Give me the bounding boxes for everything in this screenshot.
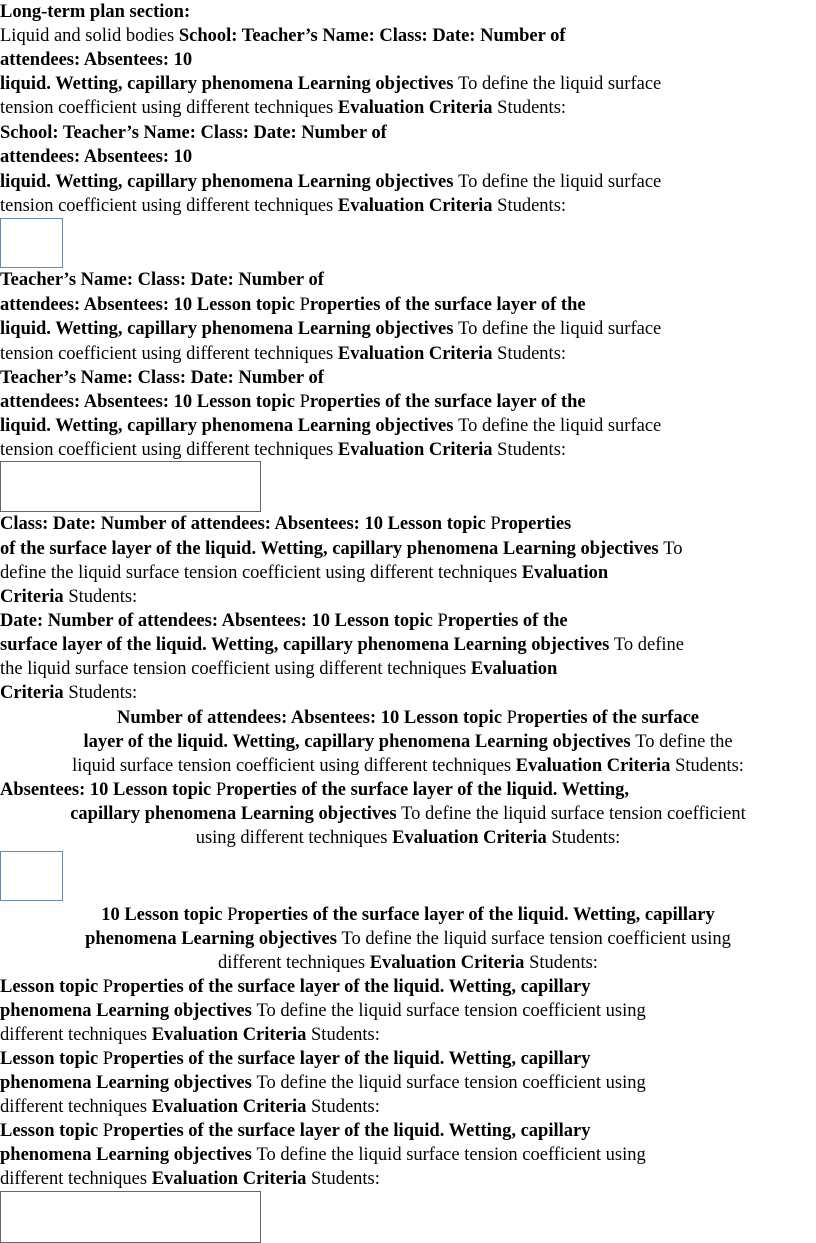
text-run: To define the liquid surface — [458, 319, 662, 339]
text-run: roperties — [500, 514, 572, 534]
text-run: Students: — [497, 440, 567, 460]
text-run: tension coefficient using different techniques — [0, 344, 338, 364]
text-line — [0, 48, 816, 72]
text-run: P — [299, 392, 310, 412]
text-run: P — [299, 295, 310, 315]
text-line — [0, 951, 816, 975]
text-run: Criteria — [0, 683, 69, 703]
text-run: To define the liquid surface tension coefficient using — [256, 1073, 646, 1093]
text-run: Lesson topic — [0, 1049, 103, 1069]
text-run: using different techniques — [195, 828, 393, 848]
text-run: To define the liquid surface tension coefficient using — [256, 1145, 646, 1165]
text-run: Evaluation Criteria — [337, 440, 498, 460]
empty-image-frame — [0, 1191, 261, 1243]
text-line — [0, 657, 816, 681]
text-line — [0, 706, 816, 730]
text-run: Date: Number of attendees: Absentees: 10 Lesson topic — [0, 611, 438, 631]
text-run: of the surface layer of the liquid. Wetting, capillary phenomena Learning objectives — [0, 539, 664, 559]
text-run: Students: — [497, 98, 567, 118]
text-run: phenomena Learning objectives — [0, 1073, 257, 1093]
text-run: Evaluation Criteria — [337, 344, 498, 364]
text-run: To define the liquid surface tension coefficient using — [341, 929, 731, 949]
text-line — [0, 293, 816, 317]
text-run: tension coefficient using different techniques — [0, 440, 338, 460]
text-run: School: Teacher’s Name: Class: Date: Number of — [0, 123, 387, 143]
text-run: roperties of the surface — [516, 708, 699, 728]
text-line — [0, 585, 816, 609]
text-line — [0, 24, 816, 48]
text-run: Evaluation Criteria — [151, 1097, 312, 1117]
text-line — [0, 778, 816, 802]
text-line — [0, 1071, 816, 1095]
text-run: Evaluation — [521, 563, 609, 583]
text-line — [0, 561, 816, 585]
text-line — [0, 366, 816, 390]
text-line — [0, 390, 816, 414]
text-run: 10 Lesson topic — [101, 905, 228, 925]
text-run: Evaluation Criteria — [392, 828, 552, 848]
text-run: liquid. Wetting, capillary phenomena Learning objectives — [0, 74, 459, 94]
text-line — [0, 96, 816, 120]
text-run: roperties of the surface layer of the — [309, 295, 586, 315]
text-run: School: Teacher’s Name: Class: Date: Number of — [178, 26, 566, 46]
text-line — [0, 438, 816, 462]
text-line — [0, 537, 816, 561]
text-run: To define the liquid surface — [458, 416, 662, 436]
text-run: To define the liquid surface — [458, 172, 662, 192]
text-run: liquid. Wetting, capillary phenomena Learning objectives — [0, 172, 459, 192]
text-run: attendees: Absentees: 10 — [0, 50, 193, 70]
text-run: P — [227, 905, 238, 925]
text-line — [0, 754, 816, 778]
text-run: Students: — [497, 196, 567, 216]
text-run: attendees: Absentees: 10 — [0, 147, 193, 167]
empty-image-frame — [0, 851, 63, 901]
text-run: define the liquid surface tension coefficient using different techniques — [0, 563, 522, 583]
text-line — [0, 268, 816, 292]
text-run: different techniques — [0, 1097, 152, 1117]
text-run: P — [490, 514, 501, 534]
text-run: roperties of the surface layer of the — [309, 392, 586, 412]
text-line — [0, 826, 816, 850]
text-run: different techniques — [0, 1169, 152, 1189]
text-line — [0, 512, 816, 536]
text-run: To define — [613, 635, 685, 655]
text-run: Evaluation Criteria — [337, 196, 498, 216]
text-run: Criteria — [0, 587, 69, 607]
text-run: surface layer of the liquid. Wetting, capillary phenomena Learning objectives — [0, 635, 614, 655]
text-run: P — [102, 1049, 114, 1069]
text-run: To define the liquid surface — [458, 74, 662, 94]
text-run: liquid. Wetting, capillary phenomena Learning objectives — [0, 416, 459, 436]
text-run: P — [215, 780, 227, 800]
text-run: Students: — [311, 1025, 380, 1045]
text-run: P — [102, 977, 114, 997]
text-line — [0, 72, 816, 96]
text-run: Students: — [551, 828, 621, 848]
text-run: different techniques — [218, 953, 370, 973]
text-run: Students: — [529, 953, 598, 973]
text-line — [0, 903, 816, 927]
text-line — [0, 342, 816, 366]
text-run: layer of the liquid. Wetting, capillary phenomena Learning objectives — [83, 732, 636, 752]
text-line — [0, 609, 816, 633]
text-run: P — [506, 708, 517, 728]
text-run: Students: — [311, 1097, 380, 1117]
text-run: Students: — [68, 587, 138, 607]
text-line — [0, 1143, 816, 1167]
text-run: Lesson topic — [0, 1121, 103, 1141]
text-run: Students: — [497, 344, 567, 364]
text-run: P — [437, 611, 448, 631]
text-run: phenomena Learning objectives — [0, 1001, 257, 1021]
text-run: Evaluation Criteria — [151, 1169, 312, 1189]
text-run: Evaluation — [470, 659, 558, 679]
text-run: Students: — [68, 683, 138, 703]
text-run: capillary phenomena Learning objectives — [70, 804, 402, 824]
text-line — [0, 145, 816, 169]
text-run: Evaluation Criteria — [369, 953, 530, 973]
text-run: Absentees: 10 Lesson topic — [0, 780, 216, 800]
text-run: roperties of the surface layer of the liquid. Wetting, capillary — [113, 1049, 591, 1069]
text-line — [0, 927, 816, 951]
text-line — [0, 1119, 816, 1143]
text-run: the liquid surface tension coefficient using different techniques — [0, 659, 471, 679]
text-line — [0, 1047, 816, 1071]
text-line — [0, 0, 816, 24]
text-run: Liquid and solid bodies — [0, 26, 179, 46]
text-line — [0, 633, 816, 657]
text-run: Lesson topic — [0, 977, 103, 997]
text-run: attendees: Absentees: 10 Lesson topic — [0, 392, 300, 412]
text-run: P — [102, 1121, 114, 1141]
text-run: To define the liquid surface tension coefficient using — [256, 1001, 646, 1021]
text-run: Evaluation Criteria — [151, 1025, 312, 1045]
text-run: different techniques — [0, 1025, 152, 1045]
text-run: roperties of the surface layer of the liquid. Wetting, capillary — [113, 1121, 591, 1141]
text-run: roperties of the surface layer of the liquid. Wetting, capillary — [113, 977, 591, 997]
text-run: To — [663, 539, 683, 559]
text-line — [0, 121, 816, 145]
text-line — [0, 1167, 816, 1191]
text-line — [0, 802, 816, 826]
text-run: phenomena Learning objectives — [85, 929, 342, 949]
text-line — [0, 681, 816, 705]
text-run: roperties of the — [447, 611, 568, 631]
text-line — [0, 1023, 816, 1047]
text-run: liquid. Wetting, capillary phenomena Learning objectives — [0, 319, 459, 339]
text-run: Class: Date: Number of attendees: Absentees: 10 Lesson topic — [0, 514, 491, 534]
text-run: phenomena Learning objectives — [0, 1145, 257, 1165]
text-line — [0, 194, 816, 218]
text-run: To define the liquid surface tension coefficient — [401, 804, 746, 824]
text-run: Evaluation Criteria — [337, 98, 498, 118]
text-run: Number of attendees: Absentees: 10 Lesson topic — [116, 708, 507, 728]
text-line — [0, 999, 816, 1023]
text-run: Evaluation Criteria — [515, 756, 676, 776]
text-run: Students: — [311, 1169, 380, 1189]
text-run: roperties of the surface layer of the liquid. Wetting, — [226, 780, 629, 800]
text-run: To define the — [635, 732, 733, 752]
text-line — [0, 975, 816, 999]
text-run: attendees: Absentees: 10 Lesson topic — [0, 295, 300, 315]
empty-image-frame — [0, 461, 261, 512]
text-run: roperties of the surface layer of the liquid. Wetting, capillary — [237, 905, 715, 925]
text-line — [0, 414, 816, 438]
text-line — [0, 730, 816, 754]
text-run: Teacher’s Name: Class: Date: Number of — [0, 368, 324, 388]
text-run: Teacher’s Name: Class: Date: Number of — [0, 270, 324, 290]
text-line — [0, 317, 816, 341]
text-run: tension coefficient using different techniques — [0, 98, 338, 118]
text-line — [0, 1095, 816, 1119]
text-run: tension coefficient using different techniques — [0, 196, 338, 216]
text-run: Students: — [675, 756, 744, 776]
empty-image-frame — [0, 218, 63, 268]
text-run: Long-term plan section: — [0, 2, 191, 22]
text-line — [0, 170, 816, 194]
text-run: liquid surface tension coefficient using different techniques — [72, 756, 516, 776]
